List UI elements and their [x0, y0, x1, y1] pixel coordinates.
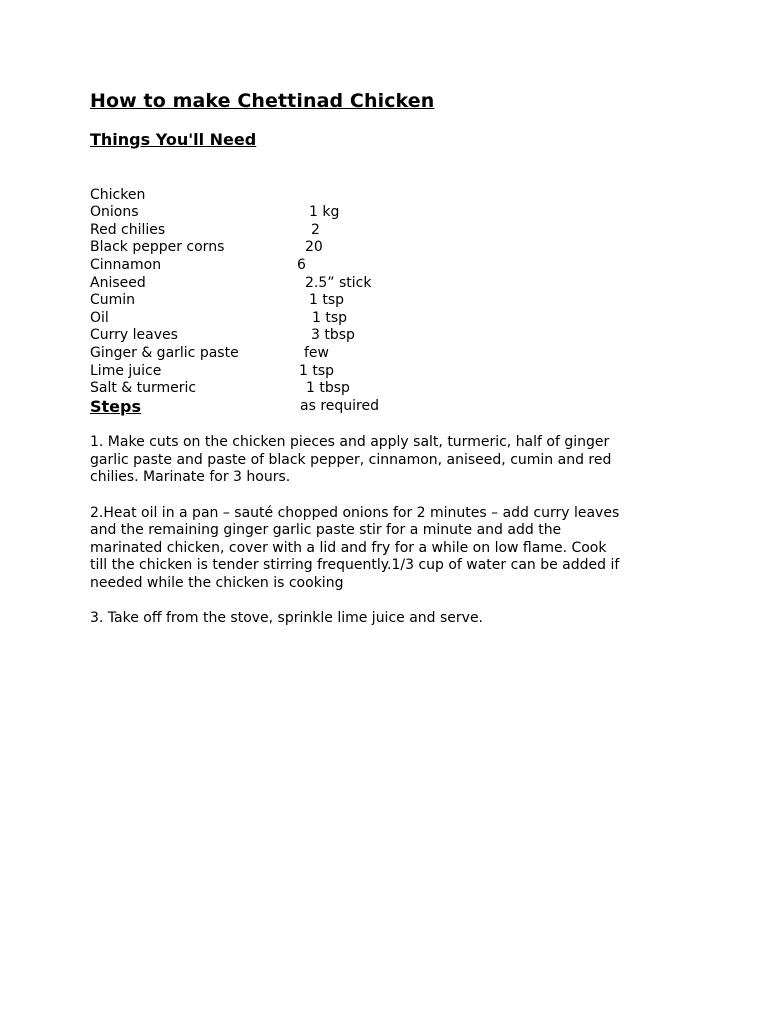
ingredient-qty: 1 tbsp	[306, 380, 350, 397]
ingredient-qty: 2.5” stick	[305, 274, 372, 291]
ingredient-qty: few	[304, 344, 329, 361]
ingredient-name: Red chilies	[90, 221, 166, 238]
ingredient-name: Cinnamon	[90, 256, 162, 273]
ingredient-qty: 1 tsp	[309, 292, 345, 309]
ingredient-name: Chicken	[90, 186, 146, 203]
step-item: 1. Make cuts on the chicken pieces and apply salt, turmeric, half of ginger garlic paste and paste of black pepper, cinnamon, aniseed, cumin and red chilies. Marinate for 3 hours.	[90, 434, 612, 486]
ingredient-qty: 20	[305, 239, 323, 256]
things-heading: Things You'll Need	[90, 130, 257, 149]
ingredient-name: Curry leaves	[90, 327, 178, 344]
ingredient-qty: 1 tsp	[312, 309, 348, 326]
ingredient-name: Lime juice	[90, 362, 162, 379]
ingredient-name: Ginger & garlic paste	[90, 344, 239, 361]
ingredient-name: Salt & turmeric	[90, 380, 197, 397]
ingredient-qty: 1 tsp	[299, 362, 335, 379]
ingredient-name: Aniseed	[90, 274, 146, 291]
step-item: 3. Take off from the stove, sprinkle lime juice and serve.	[90, 610, 484, 627]
ingredient-name: Oil	[90, 309, 109, 326]
steps-list	[90, 434, 690, 628]
ingredient-qty: 2	[311, 221, 320, 238]
ingredient-qty: 6	[297, 256, 306, 273]
ingredient-name: Onions	[90, 204, 139, 221]
ingredient-name: Black pepper corns	[90, 239, 225, 256]
ingredient-qty: as required	[300, 397, 379, 414]
document-page	[90, 88, 690, 645]
step-item: 2.Heat oil in a pan – sauté chopped onions for 2 minutes – add curry leaves and the remaining ginger garlic paste stir for a minute and add the marinated chicken, cover with a lid and fry for a while on low flame. Cook till the chicken is tender stirring frequently.1/3 cup of water can be added if needed while the chicken is cooking	[90, 504, 620, 591]
ingredient-name: Cumin	[90, 292, 136, 309]
steps-heading: Steps	[90, 397, 141, 417]
ingredient-qty: 1 kg	[309, 204, 340, 221]
ingredient-qty: 3 tbsp	[311, 327, 355, 344]
page-title: How to make Chettinad Chicken	[90, 90, 435, 112]
